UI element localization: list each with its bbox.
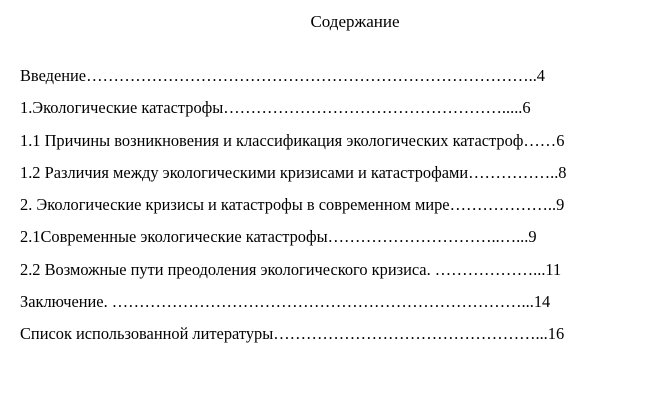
table-of-contents (20, 65, 640, 356)
toc-entry-2-1: 2.1Современные экологические катастрофы…………………………..…...9 (20, 227, 537, 247)
toc-entry-introduction: Введение………………………………………………………………………..4 (20, 66, 546, 85)
toc-entry-conclusion: Заключение. …………………………………………………………………...14 (20, 292, 551, 312)
toc-entry-1: 1.Экологические катастрофы…………………………………………….....6 (20, 98, 531, 118)
toc-entry-references: Список использованной литературы…………………………………………...16 (20, 324, 565, 344)
toc-entry-2-2: 2.2 Возможные пути преодоления экологического кризиса. ………………...11 (20, 259, 562, 279)
toc-entry-2: 2. Экологические кризисы и катастрофы в современном мире………………..9 (20, 195, 565, 215)
page-title: Содержание (310, 12, 400, 31)
toc-entry-1-2: 1.2 Различия между экологическими кризисами и катастрофами……………..8 (20, 162, 567, 182)
toc-entry-1-1: 1.1 Причины возникновения и классификация экологических катастроф……6 (20, 130, 565, 150)
